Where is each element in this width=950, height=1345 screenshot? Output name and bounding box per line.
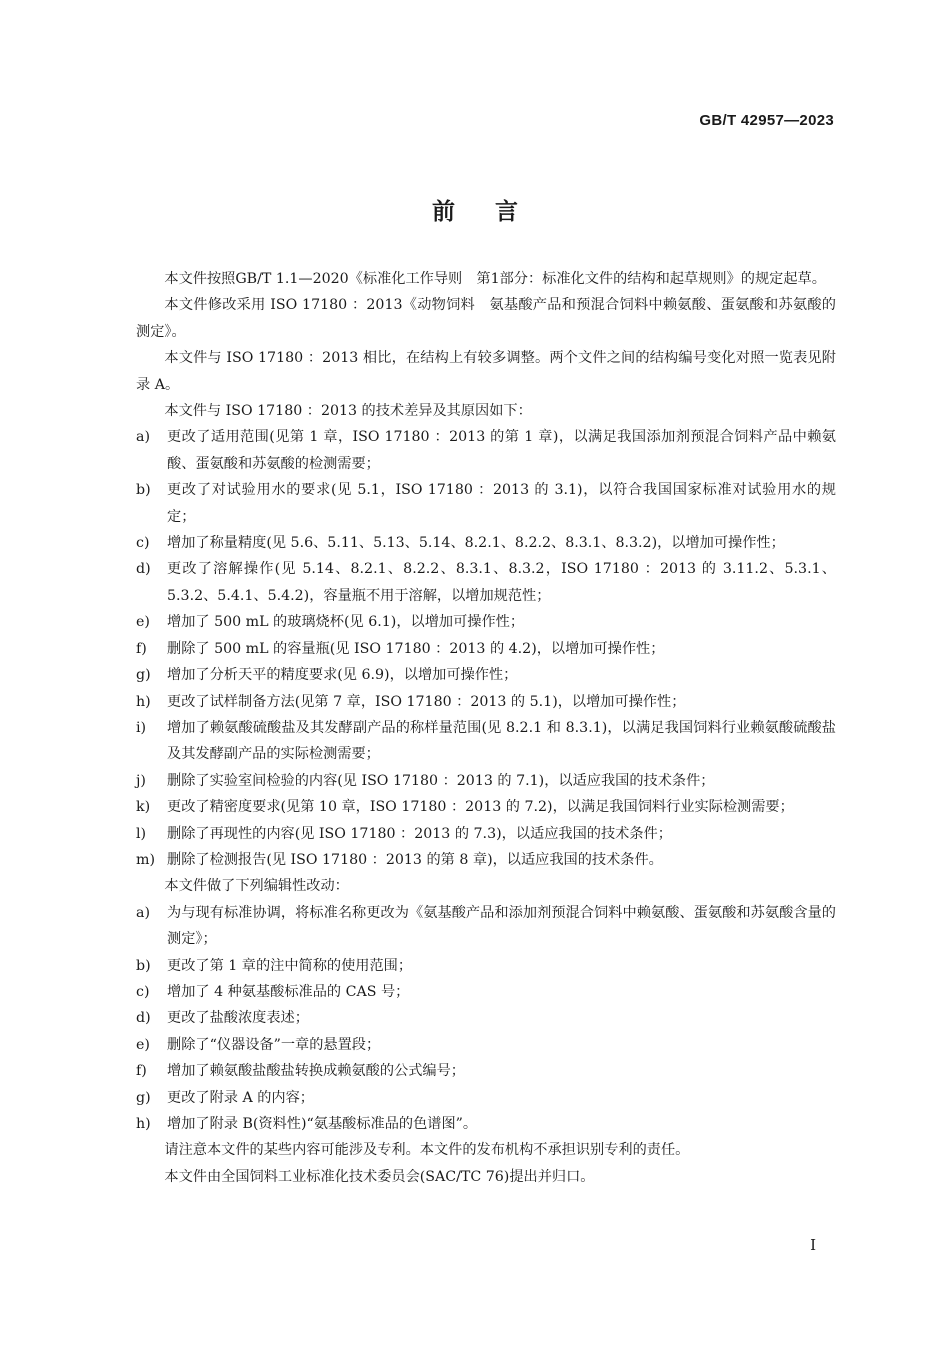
page-title: 前言 xyxy=(432,198,558,225)
list-item-text: 删除了实验室间检验的内容(见 ISO 17180 ：2013 的 7.1)，以适应我国的技术条件； xyxy=(167,772,715,789)
list-marker: b) xyxy=(136,482,151,499)
list-marker: b) xyxy=(136,957,151,974)
list-marker: a) xyxy=(136,904,150,921)
list-marker: f) xyxy=(136,1063,147,1080)
list-item-text: 更改了试样制备方法(见第 7 章，ISO 17180 ：2013 的 5.1)，以增加可操作性； xyxy=(167,693,686,710)
list-item xyxy=(136,979,836,1005)
list-item xyxy=(136,715,836,768)
list-item xyxy=(136,768,836,794)
intro-paragraph: 本文件与 ISO 17180 ：2013 的技术差异及其原因如下： xyxy=(164,403,532,420)
list-item-text: 更改了适用范围(见第 1 章，ISO 17180 ：2013 的第 1 章)，以满足我国添加剂预混合饲料产品中赖氨酸、蛋氨酸和苏氨酸的检测需要； xyxy=(167,429,836,472)
list-marker: i) xyxy=(136,719,147,736)
intro-paragraph: 本文件与 ISO 17180 ：2013 相比，在结构上有较多调整。两个文件之间的结构编号变化对照一览表见附录 A。 xyxy=(136,350,836,393)
list-item-text: 更改了溶解操作(见 5.14、8.2.1、8.2.2、8.3.1、8.3.2，ISO 17180 ：2013 的 3.11.2、5.3.1、5.3.2、5.4.1、5.4.2)，容量瓶不用于溶解，以增加规范性； xyxy=(167,561,836,604)
list-item-text: 更改了附录 A 的内容； xyxy=(167,1089,314,1106)
list-item xyxy=(136,1111,836,1137)
list-marker: d) xyxy=(136,1010,151,1027)
list-marker: c) xyxy=(136,983,150,1000)
technical-changes-list xyxy=(136,424,836,873)
list-marker: c) xyxy=(136,535,150,552)
list-item-text: 更改了盐酸浓度表述； xyxy=(167,1010,309,1027)
list-marker: k) xyxy=(136,799,151,816)
list-item-text: 增加了赖氨酸硫酸盐及其发酵副产品的称样量范围(见 8.2.1 和 8.3.1)，以满足我国饲料行业赖氨酸硫酸盐及其发酵副产品的实际检测需要； xyxy=(167,719,836,763)
list-item xyxy=(136,847,836,873)
patent-notice: 请注意本文件的某些内容可能涉及专利。本文件的发布机构不承担识别专利的责任。 xyxy=(164,1142,690,1159)
list-item-text: 更改了精密度要求(见第 10 章，ISO 17180 ：2013 的 7.2)，以满足我国饲料行业实际检测需要； xyxy=(167,799,794,816)
editorial-intro: 本文件做了下列编辑性改动： xyxy=(164,878,349,895)
list-item xyxy=(136,424,836,477)
intro-paragraph: 本文件按照GB/T 1.1—2020《标准化工作导则 第1部分：标准化文件的结构和起草规则》的规定起草。 xyxy=(164,271,826,287)
list-item xyxy=(136,900,836,953)
list-item-text: 增加了分析天平的精度要求(见 6.9)，以增加可操作性； xyxy=(167,667,518,684)
list-marker: e) xyxy=(136,1036,150,1053)
list-item-text: 更改了对试验用水的要求(见 5.1，ISO 17180 ：2013 的 3.1)，以符合我国国家标准对试验用水的规定； xyxy=(167,482,836,525)
document-body xyxy=(136,266,836,1190)
list-marker: h) xyxy=(136,693,151,710)
list-item xyxy=(136,821,836,847)
list-item xyxy=(136,953,836,979)
list-marker: h) xyxy=(136,1116,151,1132)
list-marker: j) xyxy=(136,772,146,789)
intro-paragraph: 本文件修改采用 ISO 17180 ：2013《动物饲料 氨基酸产品和预混合饲料中赖氨酸、蛋氨酸和苏氨酸的测定》。 xyxy=(136,297,836,340)
list-marker: g) xyxy=(136,1089,151,1106)
list-item-text: 删除了“仪器设备”一章的悬置段； xyxy=(167,1036,381,1053)
list-item xyxy=(136,794,836,820)
list-item-text: 增加了附录 B(资料性)“氨基酸标准品的色谱图”。 xyxy=(167,1116,478,1132)
list-item xyxy=(136,530,836,556)
list-item-text: 增加了 4 种氨基酸标准品的 CAS 号； xyxy=(167,983,410,1000)
list-item-text: 增加了 500 mL 的玻璃烧杯(见 6.1)，以增加可操作性； xyxy=(167,614,525,631)
list-marker: e) xyxy=(136,614,150,631)
list-marker: g) xyxy=(136,667,151,684)
list-item xyxy=(136,1058,836,1084)
list-item-text: 删除了 500 mL 的容量瓶(见 ISO 17180 ：2013 的 4.2)，以增加可操作性； xyxy=(167,640,665,657)
list-item xyxy=(136,1085,836,1111)
editorial-changes-list xyxy=(136,900,836,1138)
list-marker: l) xyxy=(136,825,147,842)
list-item-text: 更改了第 1 章的注中简称的使用范围； xyxy=(167,957,413,974)
list-marker: d) xyxy=(136,561,151,578)
list-item-text: 增加了赖氨酸盐酸盐转换成赖氨酸的公式编号； xyxy=(167,1063,465,1080)
list-item xyxy=(136,609,836,635)
list-marker: f) xyxy=(136,640,147,657)
list-item xyxy=(136,1005,836,1031)
standard-number: GB/T 42957—2023 xyxy=(699,112,834,129)
proposer-statement: 本文件由全国饲料工业标准化技术委员会(SAC/TC 76)提出并归口。 xyxy=(164,1168,595,1185)
list-item xyxy=(136,1032,836,1058)
list-item xyxy=(136,689,836,715)
list-item xyxy=(136,662,836,688)
list-marker: a) xyxy=(136,429,150,446)
list-item xyxy=(136,477,836,530)
list-marker: m) xyxy=(136,851,155,868)
list-item xyxy=(136,636,836,662)
list-item-text: 删除了检测报告(见 ISO 17180 ：2013 的第 8 章)，以适应我国的技术条件。 xyxy=(167,851,663,868)
list-item-text: 增加了称量精度(见 5.6、5.11、5.13、5.14、8.2.1、8.2.2、8.3.1、8.3.2)，以增加可操作性； xyxy=(167,535,785,552)
list-item-text: 为与现有标准协调，将标准名称更改为《氨基酸产品和添加剂预混合饲料中赖氨酸、蛋氨酸和苏氨酸含量的测定》； xyxy=(167,904,836,948)
list-item xyxy=(136,556,836,609)
list-item-text: 删除了再现性的内容(见 ISO 17180 ：2013 的 7.3)，以适应我国的技术条件； xyxy=(167,825,672,842)
page-number: I xyxy=(810,1236,816,1254)
